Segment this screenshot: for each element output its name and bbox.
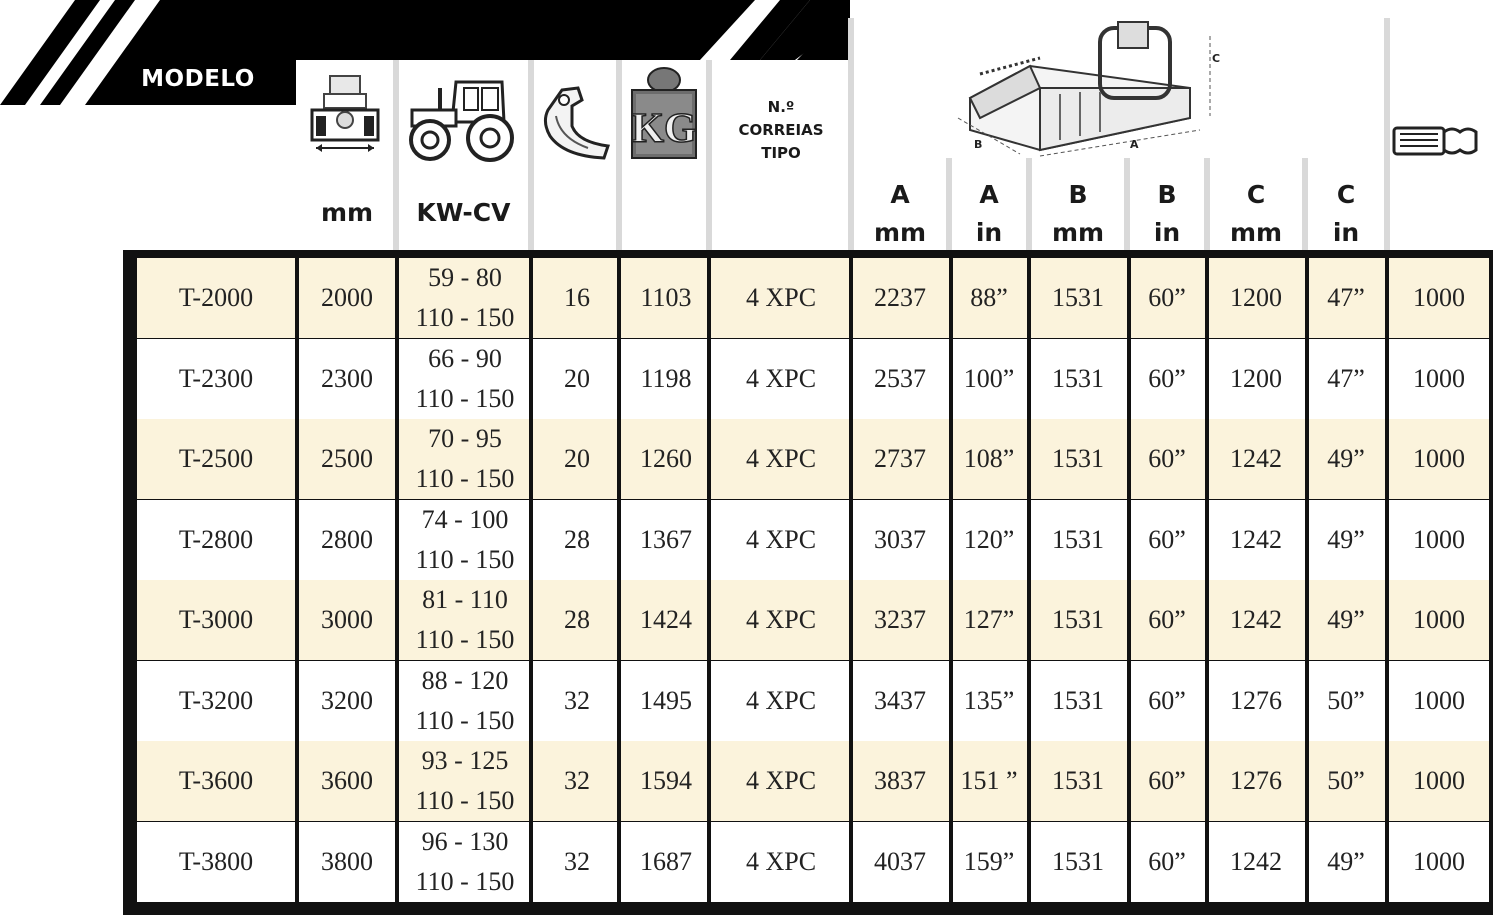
dim-letter: B xyxy=(1157,180,1177,209)
column-divider xyxy=(1385,258,1389,903)
cell-b-mm: 1531 xyxy=(1052,685,1104,715)
table-row xyxy=(137,500,1489,580)
cell-power2: 110 - 150 xyxy=(415,866,515,896)
column-divider xyxy=(1305,258,1309,903)
table-row xyxy=(137,419,1489,499)
cell-belts: 4 XPC xyxy=(745,846,817,876)
cell-kg: 1495 xyxy=(640,685,692,715)
cell-b-in: 60” xyxy=(1148,846,1186,876)
cell-c-in: 47” xyxy=(1327,283,1365,312)
cell-a-mm: 3837 xyxy=(874,766,926,795)
cell-power xyxy=(399,258,531,338)
cell-kg: 1367 xyxy=(640,524,692,554)
cell-power1: 70 - 95 xyxy=(428,424,502,453)
cell-a-mm: 2537 xyxy=(874,363,926,393)
dim-letter: A xyxy=(890,180,910,209)
column-divider xyxy=(1205,258,1209,903)
cell-a-mm: 2737 xyxy=(874,444,926,473)
dim-letter: A xyxy=(979,180,999,209)
cell-a-in: 159” xyxy=(963,846,1015,876)
cell-a-in: 120” xyxy=(963,524,1015,554)
cell-belts: 4 XPC xyxy=(745,766,817,795)
table-row xyxy=(137,741,1489,821)
cell-a-in: 108” xyxy=(963,444,1015,473)
belts-header-line2: CORREIAS xyxy=(738,121,824,139)
cell-a-in: 88” xyxy=(970,283,1008,312)
tractor-icon xyxy=(406,76,518,162)
dim-c-mm-header xyxy=(1210,176,1302,252)
cell-c-mm: 1200 xyxy=(1230,363,1282,393)
belts-header-line3: TIPO xyxy=(761,144,801,162)
header-divider xyxy=(528,60,534,250)
cell-power2: 110 - 150 xyxy=(415,625,515,654)
cell-power xyxy=(399,661,531,741)
cell-power2: 110 - 150 xyxy=(415,705,515,735)
dim-unit: in xyxy=(1332,218,1360,247)
cell-blades: 32 xyxy=(564,685,590,715)
cell-power xyxy=(399,580,531,660)
power-unit: KW-CV xyxy=(416,198,511,227)
table-row xyxy=(137,258,1489,338)
cell-width: 2300 xyxy=(321,363,373,393)
cell-a-in: 100” xyxy=(963,363,1015,393)
cell-b-mm: 1531 xyxy=(1052,846,1104,876)
cell-width: 3200 xyxy=(321,685,373,715)
header-divider xyxy=(616,60,622,250)
cell-blades: 32 xyxy=(564,766,590,795)
cell-power1: 81 - 110 xyxy=(422,585,508,614)
cell-b-in: 60” xyxy=(1148,444,1186,473)
cell-rpm: 1000 xyxy=(1413,524,1465,554)
cell-power1: 74 - 100 xyxy=(421,504,509,534)
cell-belts: 4 XPC xyxy=(745,444,817,473)
cell-belts: 4 XPC xyxy=(745,363,817,393)
cell-blades: 16 xyxy=(564,283,590,312)
cell-b-mm: 1531 xyxy=(1052,766,1104,795)
cell-width: 3800 xyxy=(321,846,373,876)
cell-b-in: 60” xyxy=(1148,283,1186,312)
cell-model: T-2000 xyxy=(178,283,254,312)
dim-c-in-header xyxy=(1308,176,1384,252)
cell-power xyxy=(399,741,531,821)
cell-rpm: 1000 xyxy=(1413,363,1465,393)
cell-b-in: 60” xyxy=(1148,605,1186,634)
column-divider xyxy=(849,258,853,903)
cell-model: T-2300 xyxy=(178,363,254,393)
cell-power xyxy=(399,822,531,902)
rotor-width-icon xyxy=(306,74,384,156)
dim-unit: in xyxy=(1153,218,1181,247)
cell-power2: 110 - 150 xyxy=(415,303,515,332)
cell-a-mm: 3237 xyxy=(874,605,926,634)
header-divider xyxy=(1384,18,1390,250)
cell-width: 2800 xyxy=(321,524,373,554)
cell-kg: 1260 xyxy=(640,444,692,473)
cell-c-mm: 1242 xyxy=(1230,605,1282,634)
cell-rpm: 1000 xyxy=(1413,685,1465,715)
cell-b-mm: 1531 xyxy=(1052,444,1104,473)
cell-kg: 1687 xyxy=(640,846,692,876)
diagram-label-c: C xyxy=(1212,52,1221,65)
cell-power1: 88 - 120 xyxy=(421,665,509,695)
column-divider xyxy=(529,258,533,903)
cell-c-mm: 1276 xyxy=(1230,685,1282,715)
cell-b-mm: 1531 xyxy=(1052,605,1104,634)
cell-a-in: 127” xyxy=(963,605,1015,634)
mulcher-diagram-icon xyxy=(950,18,1230,158)
cell-c-mm: 1242 xyxy=(1230,444,1282,473)
cell-c-mm: 1242 xyxy=(1230,846,1282,876)
cell-blades: 20 xyxy=(564,444,590,473)
hammer-blade-icon xyxy=(538,86,614,162)
cell-c-in: 49” xyxy=(1327,444,1365,473)
cell-rpm: 1000 xyxy=(1413,766,1465,795)
cell-c-in: 50” xyxy=(1327,685,1365,715)
dim-unit: mm xyxy=(1051,218,1105,247)
cell-rpm: 1000 xyxy=(1413,846,1465,876)
column-divider xyxy=(295,258,299,903)
cell-belts: 4 XPC xyxy=(745,524,817,554)
dim-b-in-header xyxy=(1130,176,1204,252)
cell-model: T-3800 xyxy=(178,846,254,876)
column-divider xyxy=(949,258,953,903)
cell-c-in: 50” xyxy=(1327,766,1365,795)
diagram-label-b: B xyxy=(974,138,983,151)
pto-shaft-icon xyxy=(1392,124,1478,158)
cell-a-in: 151 ” xyxy=(960,766,1018,795)
column-divider xyxy=(617,258,621,903)
cell-model: T-2500 xyxy=(178,444,254,473)
cell-belts: 4 XPC xyxy=(745,283,817,312)
width-unit: mm xyxy=(320,198,374,227)
column-divider xyxy=(1127,258,1131,903)
diagram-label-a: A xyxy=(1130,138,1139,151)
cell-power2: 110 - 150 xyxy=(415,786,515,815)
cell-model: T-3000 xyxy=(178,605,254,634)
cell-blades: 32 xyxy=(564,846,590,876)
kg-label: KG xyxy=(631,106,697,152)
cell-b-in: 60” xyxy=(1148,524,1186,554)
cell-power1: 59 - 80 xyxy=(428,263,502,292)
cell-rpm: 1000 xyxy=(1413,444,1465,473)
table-row xyxy=(137,661,1489,741)
cell-c-in: 49” xyxy=(1327,605,1365,634)
dim-a-mm-header xyxy=(854,176,946,252)
cell-b-in: 60” xyxy=(1148,363,1186,393)
belts-header xyxy=(712,96,850,165)
cell-c-mm: 1276 xyxy=(1230,766,1282,795)
cell-blades: 28 xyxy=(564,605,590,634)
cell-power xyxy=(399,500,531,580)
cell-belts: 4 XPC xyxy=(745,605,817,634)
dim-a-in-header xyxy=(952,176,1026,252)
cell-width: 3600 xyxy=(321,766,373,795)
dim-unit: mm xyxy=(873,218,927,247)
dim-unit: mm xyxy=(1229,218,1283,247)
cell-rpm: 1000 xyxy=(1413,605,1465,634)
cell-b-in: 60” xyxy=(1148,766,1186,795)
cell-width: 3000 xyxy=(321,605,373,634)
cell-kg: 1198 xyxy=(640,363,692,393)
cell-width: 2500 xyxy=(321,444,373,473)
cell-model: T-2800 xyxy=(178,524,254,554)
modelo-label: MODELO xyxy=(141,66,255,92)
cell-blades: 28 xyxy=(564,524,590,554)
cell-c-in: 49” xyxy=(1327,524,1365,554)
dim-b-mm-header xyxy=(1032,176,1124,252)
cell-power2: 110 - 150 xyxy=(415,464,515,493)
cell-power2: 110 - 150 xyxy=(415,544,515,574)
cell-kg: 1103 xyxy=(640,283,692,312)
dim-letter: C xyxy=(1336,180,1356,209)
dim-unit: in xyxy=(975,218,1003,247)
cell-a-mm: 3037 xyxy=(874,524,926,554)
cell-power1: 93 - 125 xyxy=(421,746,509,775)
dim-letter: C xyxy=(1246,180,1266,209)
cell-belts: 4 XPC xyxy=(745,685,817,715)
cell-kg: 1424 xyxy=(640,605,692,634)
dim-letter: B xyxy=(1068,180,1088,209)
cell-c-in: 49” xyxy=(1327,846,1365,876)
cell-a-in: 135” xyxy=(963,685,1015,715)
table-row xyxy=(137,580,1489,660)
cell-kg: 1594 xyxy=(640,766,692,795)
cell-model: T-3200 xyxy=(178,685,254,715)
cell-power xyxy=(399,419,531,499)
cell-c-mm: 1242 xyxy=(1230,524,1282,554)
cell-a-mm: 4037 xyxy=(874,846,926,876)
cell-power1: 96 - 130 xyxy=(421,826,509,856)
cell-b-mm: 1531 xyxy=(1052,283,1104,312)
cell-power xyxy=(399,339,531,419)
cell-b-mm: 1531 xyxy=(1052,363,1104,393)
cell-c-mm: 1200 xyxy=(1230,283,1282,312)
cell-b-mm: 1531 xyxy=(1052,524,1104,554)
column-divider xyxy=(395,258,399,903)
table-row xyxy=(137,339,1489,419)
cell-a-mm: 3437 xyxy=(874,685,926,715)
table-row xyxy=(137,822,1489,902)
cell-power1: 66 - 90 xyxy=(428,343,502,373)
belts-header-line1: N.º xyxy=(767,98,795,116)
cell-blades: 20 xyxy=(564,363,590,393)
column-divider xyxy=(1027,258,1031,903)
column-divider xyxy=(707,258,711,903)
cell-a-mm: 2237 xyxy=(874,283,926,312)
cell-rpm: 1000 xyxy=(1413,283,1465,312)
cell-b-in: 60” xyxy=(1148,685,1186,715)
weight-kg-icon xyxy=(630,66,698,162)
cell-model: T-3600 xyxy=(178,766,254,795)
cell-c-in: 47” xyxy=(1327,363,1365,393)
cell-power2: 110 - 150 xyxy=(415,383,515,413)
cell-width: 2000 xyxy=(321,283,373,312)
